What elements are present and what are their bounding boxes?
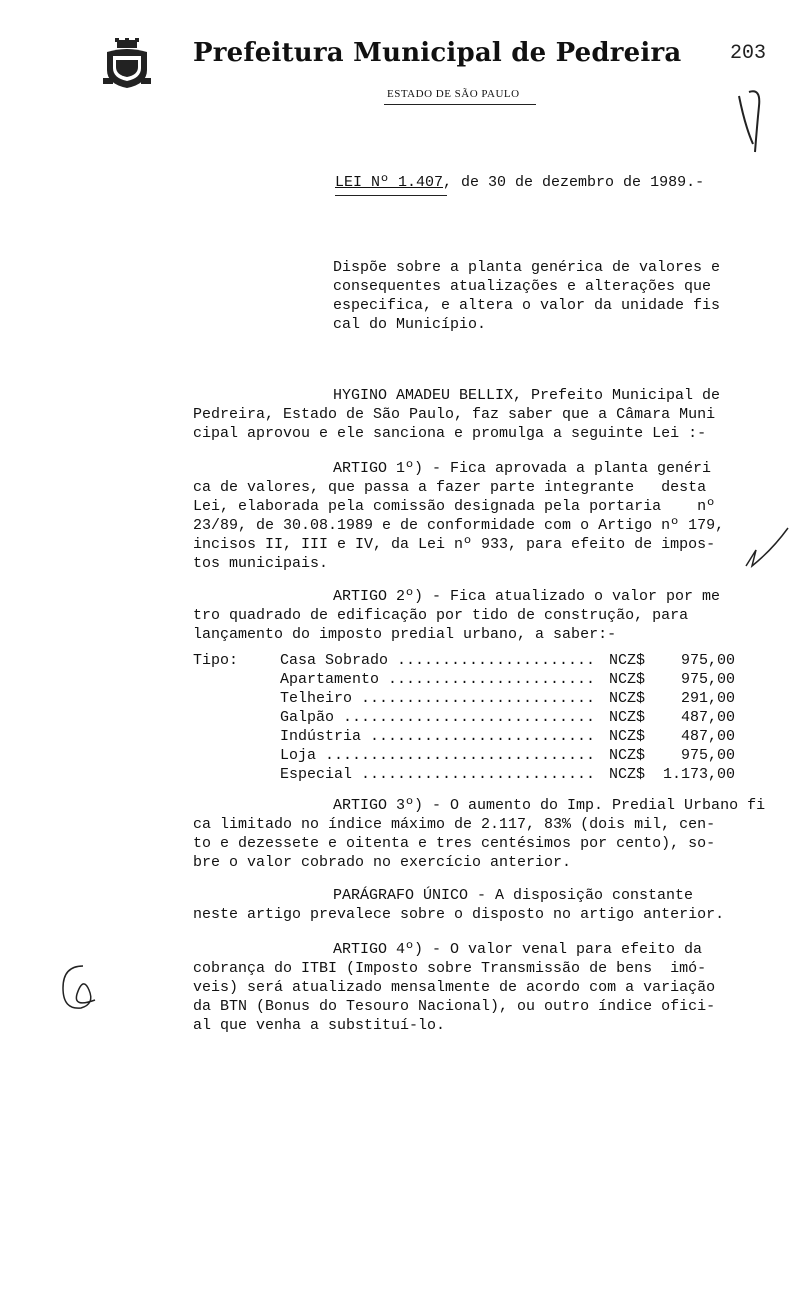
table-row-currency: NCZ$ [609, 652, 646, 669]
law-heading [335, 174, 704, 191]
law-double-underline [335, 195, 447, 196]
summary-line: consequentes atualizações e alterações que [333, 278, 712, 295]
table-row-currency: NCZ$ [609, 766, 646, 783]
table-row-value: 291,00 [680, 690, 735, 707]
preamble-line: Pedreira, Estado de São Paulo, faz saber que a Câmara Muni [193, 406, 716, 423]
article-line: ARTIGO 1º) - Fica aprovada a planta genéri [333, 460, 712, 477]
handwritten-initials-icon [742, 520, 792, 570]
state-label: ESTADO DE SÃO PAULO [387, 88, 520, 100]
table-row-type: Apartamento ....................... [280, 671, 605, 688]
table-row-type: Telheiro .......................... [280, 690, 605, 707]
article-line: incisos II, III e IV, da Lei nº 933, para efeito de impos- [193, 536, 716, 553]
article-line: tos municipais. [193, 555, 329, 572]
table-row-value: 487,00 [680, 709, 735, 726]
article-line: ARTIGO 3º) - O aumento do Imp. Predial Urbano fi [333, 797, 766, 814]
article-line: lançamento do imposto predial urbano, a saber:- [193, 626, 617, 643]
page-title: Prefeitura Municipal de Pedreira [193, 38, 682, 68]
article-line: ARTIGO 4º) - O valor venal para efeito da [333, 941, 703, 958]
article-line: cobrança do ITBI (Imposto sobre Transmissão de bens imó- [193, 960, 707, 977]
table-row-value: 975,00 [680, 747, 735, 764]
table-row-currency: NCZ$ [609, 747, 646, 764]
table-row-value: 975,00 [680, 652, 735, 669]
table-row-value: 487,00 [680, 728, 735, 745]
preamble-line: HYGINO AMADEU BELLIX, Prefeito Municipal de [333, 387, 721, 404]
page-number: 203 [730, 42, 767, 65]
table-row-value: 975,00 [680, 671, 735, 688]
preamble-line: cipal aprovou e ele sanciona e promulga a seguinte Lei :- [193, 425, 707, 442]
article-line: ARTIGO 2º) - Fica atualizado o valor por me [333, 588, 721, 605]
article-line: al que venha a substituí-lo. [193, 1017, 446, 1034]
article-line: veis) será atualizado mensalmente de acordo com a variação [193, 979, 716, 996]
table-row-type: Casa Sobrado ...................... [280, 652, 596, 669]
table-row-type: Loja .............................. [280, 747, 605, 764]
table-row-currency: NCZ$ [609, 671, 646, 688]
article-line: da BTN (Bonus do Tesouro Nacional), ou outro índice ofici- [193, 998, 716, 1015]
article-line: ca de valores, que passa a fazer parte integrante desta [193, 479, 707, 496]
handwritten-mark-icon [735, 86, 775, 156]
table-label: Tipo: [193, 652, 239, 669]
handwritten-signature-icon [55, 960, 105, 1020]
state-underline [384, 104, 536, 105]
article-line: tro quadrado de edificação por tido de construção, para [193, 607, 689, 624]
table-row-currency: NCZ$ [609, 709, 646, 726]
table-row-currency: NCZ$ [609, 728, 646, 745]
article-line: bre o valor cobrado no exercício anterior. [193, 854, 572, 871]
article-line: to e dezessete e oitenta e tres centésimos por cento), so- [193, 835, 716, 852]
table-row-type: Galpão ............................ [280, 709, 605, 726]
summary-line: Dispõe sobre a planta genérica de valores e [333, 259, 721, 276]
paragraph-line: neste artigo prevalece sobre o disposto no artigo anterior. [193, 906, 725, 923]
table-row-type: Indústria ......................... [280, 728, 605, 745]
law-date: , de 30 de dezembro de 1989.- [443, 174, 705, 191]
article-line: 23/89, de 30.08.1989 e de conformidade com o Artigo nº 179, [193, 517, 725, 534]
table-row-type: Especial .......................... [280, 766, 605, 783]
municipal-crest-icon [103, 38, 151, 90]
article-line: Lei, elaborada pela comissão designada pela portaria nº [193, 498, 716, 515]
table-row-value: 1.173,00 [662, 766, 735, 783]
summary-line: especifica, e altera o valor da unidade fis [333, 297, 721, 314]
article-line: ca limitado no índice máximo de 2.117, 83% (dois mil, cen- [193, 816, 716, 833]
summary-line: cal do Município. [333, 316, 487, 333]
table-row-currency: NCZ$ [609, 690, 646, 707]
paragraph-line: PARÁGRAFO ÚNICO - A disposição constante [333, 887, 694, 904]
law-number: LEI Nº 1.407 [335, 174, 444, 191]
